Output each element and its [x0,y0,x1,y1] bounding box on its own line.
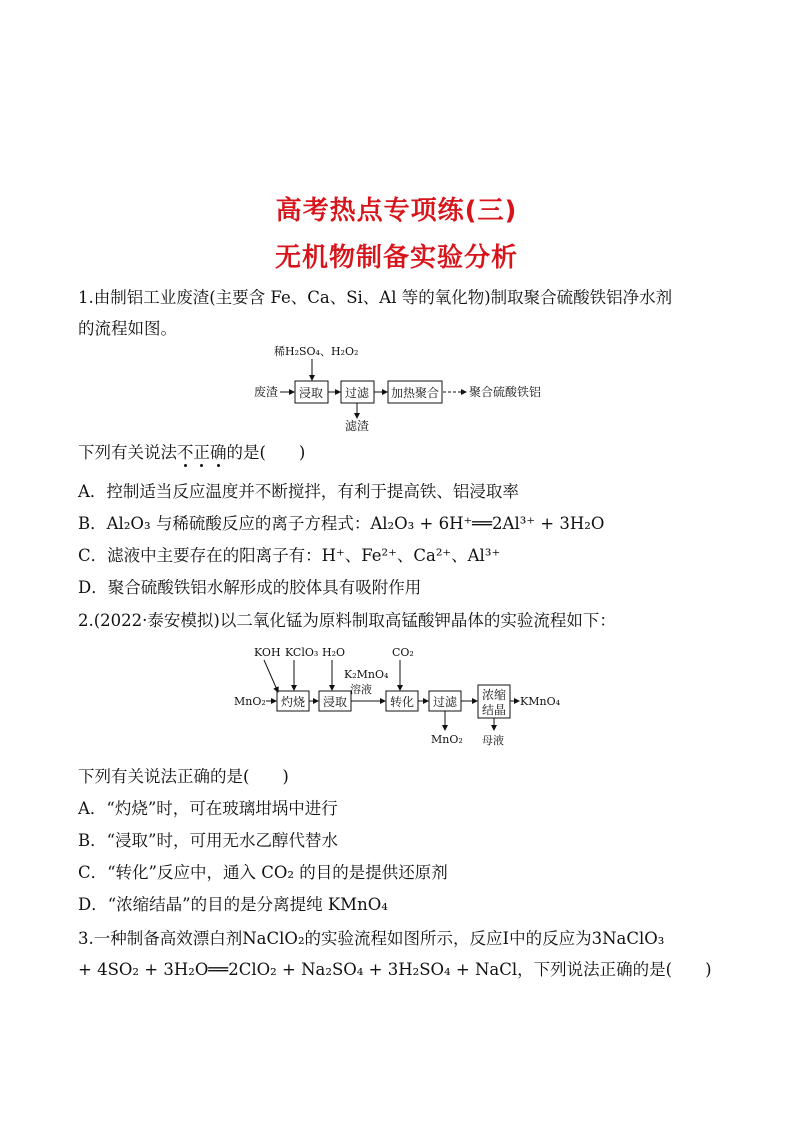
emphasis-char: 确 [210,443,227,462]
q1-flow-step3: 加热聚合 [391,386,440,400]
q2-question: 下列有关说法正确的是( ) [78,767,289,786]
q1-option-c: C．滤液中主要存在的阳离子有：H⁺、Fe²⁺、Ca²⁺、Al³⁺ [78,546,501,565]
q1-question [78,442,305,464]
q1-flow-output: 聚合硫酸铁铝 [469,385,542,399]
q1-flow-diagram [250,340,560,435]
q2-flow-by1: MnO₂ [431,733,463,746]
q2-flow-input: MnO₂ [234,695,266,708]
q2-flow-mid-bottom: 溶液 [350,683,372,696]
q2-flow-s1: 灼烧 [281,695,306,709]
q2-option-a: A．“灼烧”时，可在玻璃坩埚中进行 [78,799,338,818]
q2-flow-r1: KOH [254,646,281,659]
q1-flow-byproduct: 滤渣 [345,419,370,433]
q2-flow-s5b: 结晶 [482,703,507,717]
q3-stem-line2: + 4SO₂ + 3H₂O══2ClO₂ + Na₂SO₄ + 3H₂SO₄ + NaCl，下列说法正确的是( ) [78,960,712,979]
q1-question-before: 下列有关说法 [78,443,177,462]
q1-flow-step1: 浸取 [299,386,324,400]
q2-option-d: D．“浓缩结晶”的目的是分离提纯 KMnO₄ [78,895,388,914]
q1-stem-line2: 的流程如图。 [78,319,177,338]
q2-flow-r4: CO₂ [392,646,414,659]
q2-flow-s2: 浸取 [323,695,348,709]
q1-stem-line1: 1.由制铝工业废渣(主要含 Fe、Ca、Si、Al 等的氧化物)制取聚合硫酸铁铝净水剂 [78,288,673,307]
q1-flow-input: 废渣 [254,385,279,399]
page-subtitle: 无机物制备实验分析 [274,243,518,273]
q2-flow-s4: 过滤 [433,695,458,709]
q2-flow-diagram [232,640,572,750]
q2-flow-s5a: 浓缩 [482,688,507,702]
q2-option-b: B．“浸取”时，可用无水乙醇代替水 [78,831,338,850]
q2-flow-mid-top: K₂MnO₄ [344,668,389,681]
q2-flow-by2: 母液 [482,734,504,747]
q1-question-emphasis [177,443,227,462]
q1-flow-step2: 过滤 [345,386,370,400]
q2-flow-r3: H₂O [322,646,346,659]
q2-option-c: C．“转化”反应中，通入 CO₂ 的目的是提供还原剂 [78,863,448,882]
q1-flow-reagent: 稀H₂SO₄、H₂O₂ [274,345,359,358]
q1-option-d: D．聚合硫酸铁铝水解形成的胶体具有吸附作用 [78,578,422,597]
q1-option-a: A．控制适当反应温度并不断搅拌，有利于提高铁、铝浸取率 [78,482,519,501]
q2-stem: 2.(2022·泰安模拟)以二氧化锰为原料制取高锰酸钾晶体的实验流程如下： [78,611,616,630]
q3-stem-line1: 3.一种制备高效漂白剂NaClO₂的实验流程如图所示，反应Ⅰ中的反应为3NaClO₃ [78,929,665,948]
q2-flow-output: KMnO₄ [520,695,560,708]
q1-option-b: B．Al₂O₃ 与稀硫酸反应的离子方程式：Al₂O₃ + 6H⁺══2Al³⁺ + 3H₂O [78,514,605,533]
page-title: 高考热点专项练(三) [275,196,518,226]
q1-question-after: 的是( ) [226,443,306,462]
emphasis-char: 正 [193,443,210,462]
q2-flow-s3: 转化 [390,695,415,709]
q2-flow-r2: KClO₃ [285,646,319,659]
emphasis-char: 不 [177,443,194,462]
